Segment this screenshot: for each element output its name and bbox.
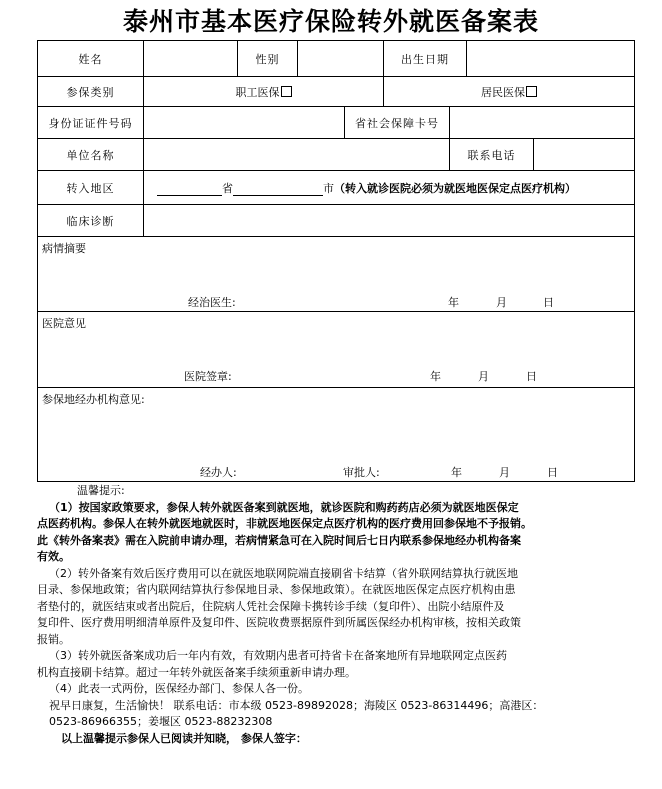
handler-signature-label: 经办人: xyxy=(200,466,237,479)
notes-heading: 温馨提示: xyxy=(77,484,125,497)
note-2-line-3: 者垫付的，就医结束或者出院后，住院病人凭社会保障卡携转诊手续（复印件）、出院小结原件及 xyxy=(37,599,505,613)
hospital-seal-label: 医院签章: xyxy=(184,370,232,383)
hospital-year-label: 年 xyxy=(430,370,441,383)
unit-name-field[interactable] xyxy=(144,139,450,171)
city-blank[interactable] xyxy=(233,184,323,196)
diagnosis-label: 临床诊断 xyxy=(38,205,144,237)
employee-insurance-label: 职工医保 xyxy=(235,85,280,99)
province-suffix: 省 xyxy=(222,181,233,195)
name-label: 姓名 xyxy=(38,41,144,77)
unit-name-label: 单位名称 xyxy=(38,139,144,171)
resident-insurance-label: 居民医保 xyxy=(481,85,525,99)
agency-year-label: 年 xyxy=(451,466,462,479)
approver-signature-label: 审批人: xyxy=(343,466,380,479)
note-5-line-1: 祝早日康复，生活愉快！ 联系电话：市本级 0523-89892028；海陵区 0523-86314496；高港区： xyxy=(49,698,544,712)
employee-insurance-checkbox[interactable] xyxy=(281,86,292,97)
social-card-field[interactable] xyxy=(450,107,635,139)
case-summary-block[interactable] xyxy=(38,237,635,312)
note-1-line-1: （1）按国家政策要求，参保人转外就医备案到就医地，就诊医院和购药药店必须为就医地医保定 xyxy=(49,500,519,514)
doctor-day-label: 日 xyxy=(543,296,554,309)
doctor-year-label: 年 xyxy=(448,296,459,309)
form-title: 泰州市基本医疗保险转外就医备案表 xyxy=(122,7,539,36)
note-4: （4）此表一式两份，医保经办部门、参保人各一份。 xyxy=(49,682,309,695)
employee-insurance-option[interactable] xyxy=(144,77,384,107)
id-number-field[interactable] xyxy=(144,107,345,139)
region-field[interactable] xyxy=(144,171,635,205)
gender-label: 性别 xyxy=(238,41,298,77)
resident-insurance-option[interactable] xyxy=(384,77,635,107)
note-3-line-1: （3）转外就医备案成功后一年内有效，有效期内患者可持省卡在备案地所有异地联网定点医药 xyxy=(49,649,507,662)
hospital-day-label: 日 xyxy=(526,370,537,383)
resident-insurance-checkbox[interactable] xyxy=(526,86,537,97)
province-blank[interactable] xyxy=(157,184,222,196)
social-card-label: 省社会保障卡号 xyxy=(345,107,450,139)
region-note: （转入就诊医院必须为就医地医保定点医疗机构） xyxy=(334,181,576,195)
diagnosis-field[interactable] xyxy=(144,205,635,237)
hospital-opinion-label: 医院意见 xyxy=(42,317,86,330)
confirm-signature-line: 以上温馨提示参保人已阅读并知晓， 参保人签字： xyxy=(61,731,307,745)
birth-date-field[interactable] xyxy=(467,41,635,77)
note-2-line-2: 目录、参保地政策；省内联网结算执行参保地目录、参保地政策）。在就医地医保定点医疗机构由患 xyxy=(37,583,516,596)
id-number-label: 身份证证件号码 xyxy=(38,107,144,139)
phone-field[interactable] xyxy=(534,139,635,171)
note-3-line-2: 机构直接刷卡结算。超过一年转外就医备案手续须重新申请办理。 xyxy=(37,665,356,679)
region-label: 转入地区 xyxy=(38,171,144,205)
note-1-line-2: 点医药机构。参保人在转外就医地就医时，非就医地医保定点医疗机构的医疗费用回参保地不予报销。 xyxy=(37,517,532,530)
agency-opinion-block[interactable] xyxy=(38,388,635,482)
birth-date-label: 出生日期 xyxy=(384,41,467,77)
note-1-line-4: 有效。 xyxy=(37,550,70,563)
agency-day-label: 日 xyxy=(547,466,558,479)
note-2-line-1: （2）转外备案有效后医疗费用可以在就医地联网院端直接刷省卡结算（省外联网结算执行就医地 xyxy=(49,566,518,580)
doctor-month-label: 月 xyxy=(496,296,507,309)
hospital-month-label: 月 xyxy=(478,370,489,383)
hospital-opinion-block[interactable] xyxy=(38,312,635,388)
note-2-line-4: 复印件、医疗费用明细清单原件及复印件、医院收费票据原件到所属医保经办机构审核，按相关政策 xyxy=(37,616,521,629)
note-5-line-2: 0523-86966355；姜堰区 0523-88232308 xyxy=(49,715,273,728)
note-1-line-3: 此《转外备案表》需在入院前申请办理，若病情紧急可在入院时间后七日内联系参保地经办机构备案 xyxy=(37,533,521,547)
agency-opinion-label: 参保地经办机构意见: xyxy=(42,393,145,406)
note-2-line-5: 报销。 xyxy=(37,632,70,646)
referral-form-table xyxy=(37,40,635,482)
insurance-type-label: 参保类别 xyxy=(38,77,144,107)
name-field[interactable] xyxy=(144,41,238,77)
notes-section xyxy=(37,483,637,747)
gender-field[interactable] xyxy=(298,41,384,77)
doctor-signature-label: 经治医生: xyxy=(188,296,236,309)
phone-label: 联系电话 xyxy=(450,139,534,171)
city-suffix: 市 xyxy=(323,181,334,195)
case-summary-label: 病情摘要 xyxy=(42,242,86,255)
agency-month-label: 月 xyxy=(499,466,510,479)
